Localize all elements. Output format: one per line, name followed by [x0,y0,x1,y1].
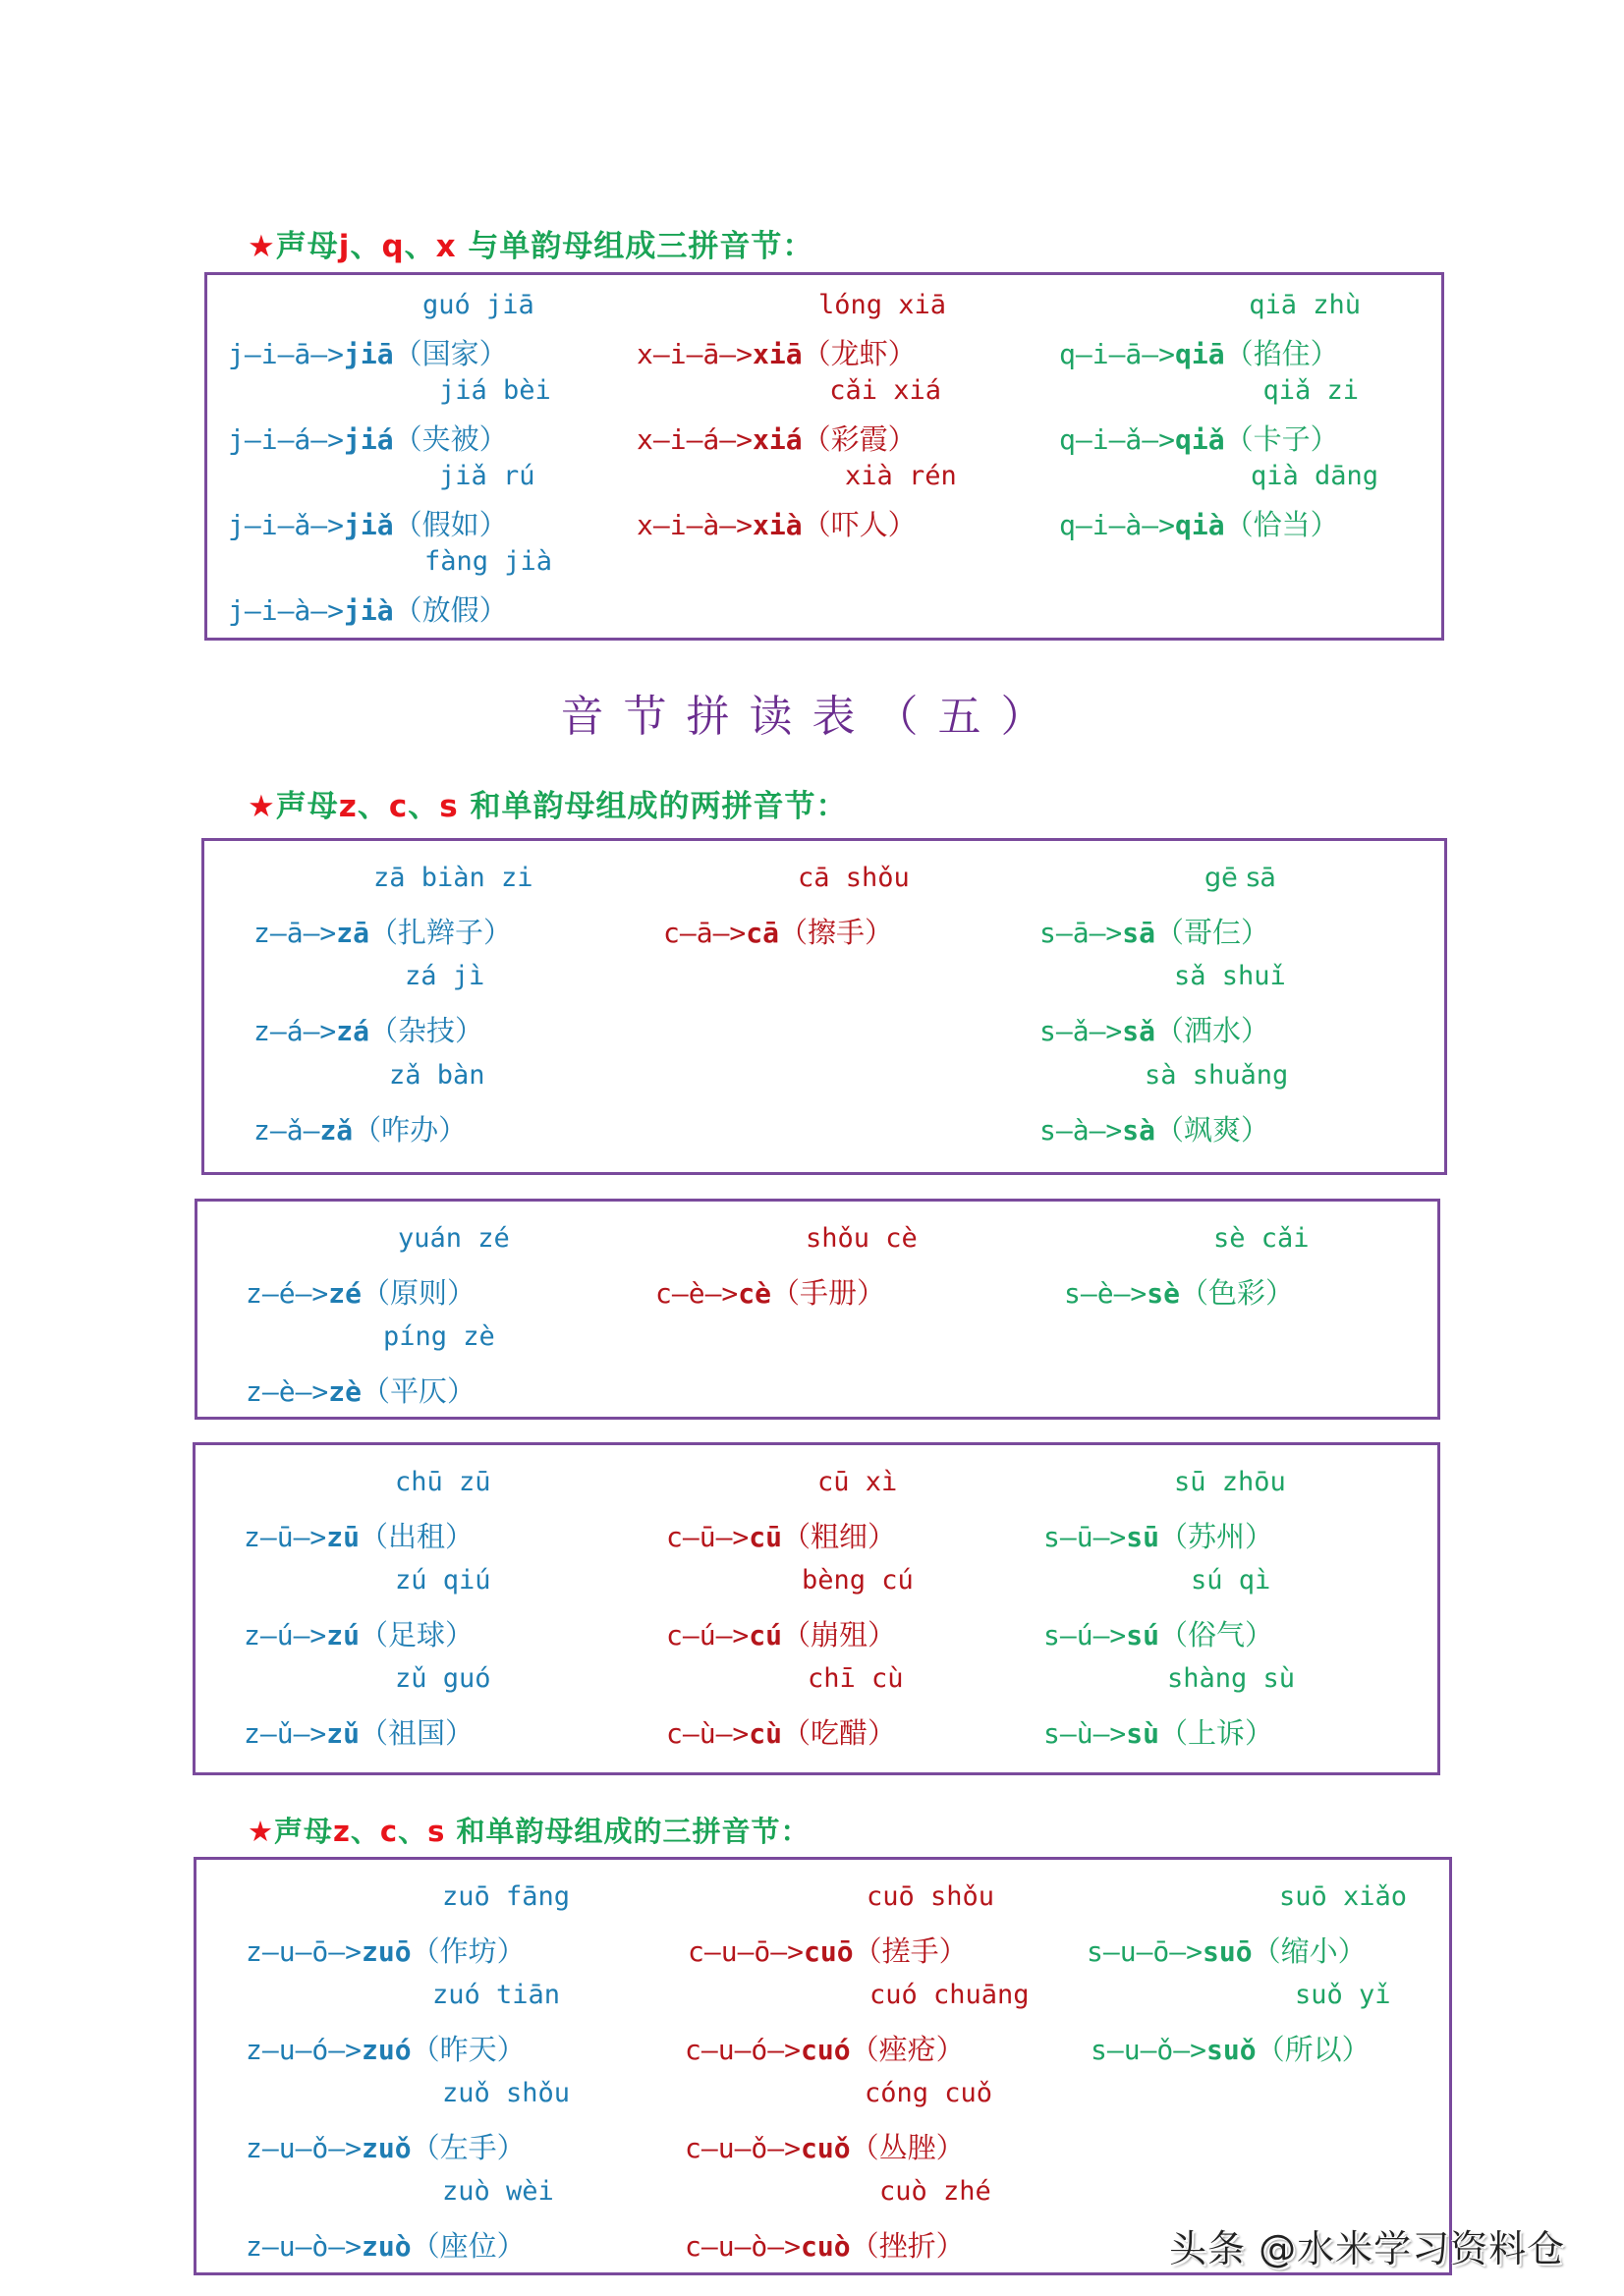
pinyin-cuo-zhe: cuò zhé [879,2176,991,2207]
separator: 、 [404,229,436,264]
pinyin-xia-ren: xià rén [845,461,957,491]
header-letter-c: c [388,789,409,824]
formula-su3: s—ù—>sù（上诉） [1043,1716,1274,1750]
header-letter-x: x [435,229,457,264]
formula-ce1: c—è—>cè（手册） [655,1276,886,1310]
section-header-zcs-three [248,1810,811,1850]
formula-jia4: j—i—à—>jià（放假） [228,593,508,627]
pinyin-zuo-fang: zuō fāng [442,1881,571,1912]
pinyin-guo-jia: guó jiā [422,290,534,320]
header-suffix: 与单韵母组成三拼音节： [456,229,814,264]
formula-suo2: s—u—ǒ—>suǒ（所以） [1091,2033,1371,2066]
pinyin-zuo-shou: zuǒ shǒu [442,2078,571,2108]
formula-za1: z—ā—>zā（扎辫子） [253,916,513,949]
pinyin-qia-zhu: qiā zhù [1249,290,1361,320]
pinyin-beng-cu: bèng cú [802,1565,914,1596]
star-icon: ★ [248,789,276,824]
pinyin-yuan-ze: yuán zé [398,1223,510,1254]
formula-jia3: j—i—ǎ—>jiǎ（假如） [228,508,508,541]
separator: 、 [398,1815,428,1848]
pinyin-cong-cuo: cóng cuǒ [865,2078,993,2108]
formula-sa3: s—à—>sà（飒爽） [1039,1113,1270,1147]
watermark: 头条 @水米学习资料仓 [1169,2227,1566,2270]
pinyin-cai-xia: cǎi xiá [829,375,941,406]
formula-sa1: s—ā—>sā（哥仨） [1039,916,1270,949]
header-suffix: 和单韵母组成的两拼音节： [458,789,848,824]
formula-cuo2: c—u—ó—>cuó（痤疮） [685,2033,965,2066]
section-header-jqx [248,221,813,265]
pinyin-cuo-shou: cuō shǒu [867,1881,995,1912]
pinyin-zuo-tian: zuó tiān [432,1980,561,2010]
formula-qia3: q—i—à—>qià（恰当） [1059,508,1339,541]
pinyin-ge-sa: gē sā [1204,863,1276,893]
header-letter-s: s [439,789,459,824]
formula-xia3: x—i—à—>xià（吓人） [637,508,917,541]
pinyin-long-xia: lóng xiā [818,290,947,320]
pinyin-za-ji: zá jì [405,961,485,991]
header-letter-z: z [333,1815,351,1848]
formula-cuo3: c—u—ǒ—>cuǒ（丛脞） [685,2131,965,2164]
separator: 、 [408,789,440,824]
formula-za3: z—ǎ—zǎ（咋办） [253,1113,468,1147]
formula-za2: z—á—>zá（杂技） [253,1014,484,1047]
formula-jia2: j—i—á—>jiá（夹被） [228,422,508,456]
formula-zuo1: z—u—ō—>zuō（作坊） [246,1934,526,1968]
pinyin-qia-dang: qià dāng [1250,461,1378,491]
pinyin-se-cai: sè cǎi [1213,1223,1310,1254]
formula-xia2: x—i—á—>xiá（彩霞） [637,422,917,456]
header-prefix: 声母 [274,1815,334,1848]
star-icon: ★ [248,229,276,264]
header-letter-c: c [379,1815,399,1848]
formula-cu1: c—ū—>cū（粗细） [666,1520,897,1553]
pinyin-zu-guo: zǔ guó [395,1663,491,1694]
separator: 、 [357,789,389,824]
formula-cu3: c—ù—>cù（吃醋） [666,1716,897,1750]
header-letter-z: z [338,789,358,824]
formula-su2: s—ú—>sú（俗气） [1043,1618,1274,1652]
formula-qia1: q—i—ā—>qiā（掐住） [1059,337,1339,370]
page-title: 音节拼读表（五） [560,692,1064,742]
pinyin-suo-xiao: suō xiǎo [1279,1881,1408,1912]
formula-cu2: c—ú—>cú（崩殂） [666,1618,897,1652]
pinyin-ping-ze: píng zè [383,1321,495,1352]
header-prefix: 声母 [275,789,339,824]
pinyin-shang-su: shàng sù [1167,1663,1296,1694]
header-prefix: 声母 [275,229,339,264]
formula-ze1: z—é—>zé（原则） [246,1276,476,1310]
pinyin-cu-xi: cū xì [817,1467,898,1497]
formula-qia2: q—i—ǎ—>qiǎ（卡子） [1059,422,1339,456]
pinyin-ca-shou: cā shǒu [798,863,910,893]
pinyin-za-ban: zǎ bàn [389,1060,485,1091]
formula-zuo2: z—u—ó—>zuó（昨天） [246,2033,526,2066]
header-letter-q: q [381,229,405,264]
section-header-zcs-two [248,781,847,825]
pinyin-shou-ce: shǒu cè [806,1223,918,1254]
pinyin-sa-shui: sǎ shuǐ [1174,961,1286,991]
formula-zu2: z—ú—>zú（足球） [244,1618,475,1652]
formula-se1: s—è—>sè（色彩） [1064,1276,1295,1310]
pinyin-jia-bei: jiá bèi [439,375,551,406]
formula-zu3: z—ǔ—>zǔ（祖国） [244,1716,475,1750]
pinyin-chu-zu: chū zū [395,1467,491,1497]
pinyin-su-zhou: sū zhōu [1174,1467,1286,1497]
formula-cuo4: c—u—ò—>cuò（挫折） [685,2229,965,2263]
pinyin-chi-cu: chī cù [808,1663,904,1694]
formula-zuo4: z—u—ò—>zuò（座位） [246,2229,526,2263]
header-letter-j: j [338,229,351,264]
pinyin-zuo-wei: zuò wèi [442,2176,554,2207]
formula-ca1: c—ā—>cā（擦手） [663,916,894,949]
formula-jia1: j—i—ā—>jiā（国家） [228,337,508,370]
formula-sa2: s—ǎ—>sǎ（洒水） [1039,1014,1270,1047]
pinyin-cuo-chuang: cuó chuāng [869,1980,1030,2010]
header-suffix: 和单韵母组成的三拼音节： [445,1815,811,1848]
pinyin-jia-ru: jiǎ rú [439,461,535,491]
formula-xia1: x—i—ā—>xiā（龙虾） [637,337,917,370]
pinyin-zu-qiu: zú qiú [395,1565,491,1596]
pinyin-qia-zi: qiǎ zi [1262,375,1359,406]
formula-ze2: z—è—>zè（平仄） [246,1374,476,1408]
formula-suo1: s—u—ō—>suō（缩小） [1087,1934,1367,1968]
pinyin-fang-jia: fàng jià [424,546,553,577]
pinyin-sa-shuang: sà shuǎng [1145,1060,1289,1091]
formula-zu1: z—ū—>zū（出租） [244,1520,475,1553]
formula-zuo3: z—u—ǒ—>zuǒ（左手） [246,2131,526,2164]
star-icon: ★ [248,1815,274,1848]
header-letter-s: s [427,1815,446,1848]
formula-cuo1: c—u—ō—>cuō（搓手） [688,1934,968,1968]
pinyin-suo-yi: suǒ yǐ [1295,1980,1391,2010]
separator: 、 [350,1815,380,1848]
pinyin-za-bian-zi: zā biàn zi [373,863,533,893]
separator: 、 [350,229,382,264]
formula-su1: s—ū—>sū（苏州） [1043,1520,1274,1553]
pinyin-su-qi: sú qì [1191,1565,1271,1596]
